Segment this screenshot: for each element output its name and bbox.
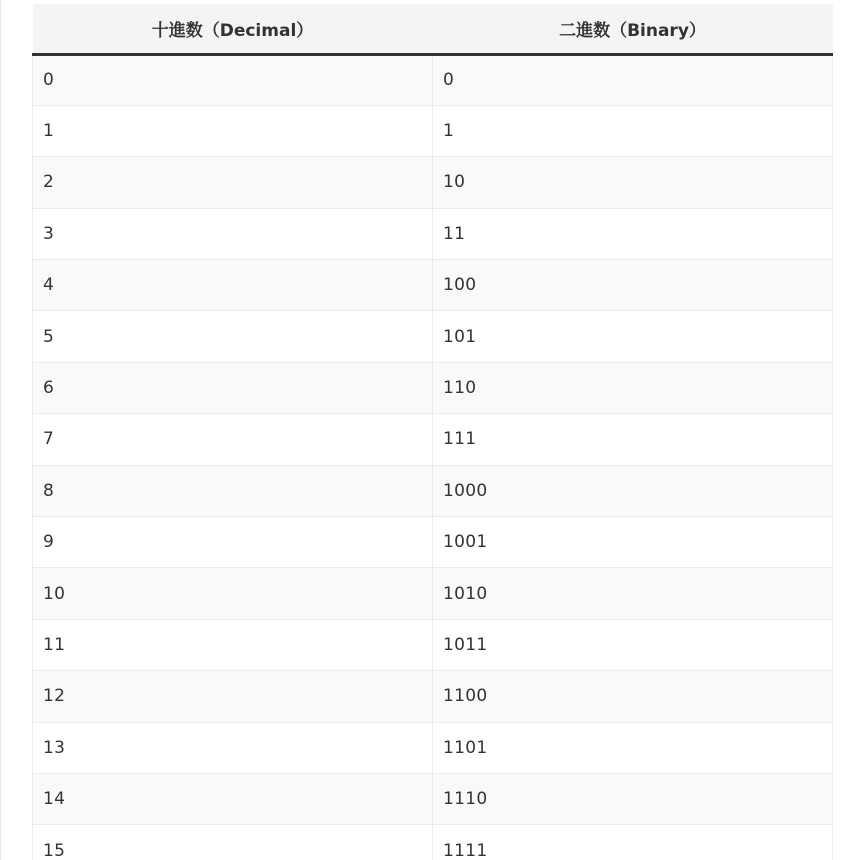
binary-cell: 101 [433, 311, 833, 362]
table-row [33, 157, 833, 208]
table-row [33, 414, 833, 465]
decimal-cell: 11 [33, 619, 433, 670]
binary-cell: 110 [433, 362, 833, 413]
binary-cell: 1000 [433, 465, 833, 516]
decimal-cell: 14 [33, 773, 433, 824]
table-row [33, 260, 833, 311]
decimal-cell: 3 [33, 208, 433, 259]
table-row [33, 619, 833, 670]
binary-cell: 100 [433, 260, 833, 311]
decimal-cell: 5 [33, 311, 433, 362]
binary-cell: 1 [433, 105, 833, 156]
table-header-row [33, 4, 833, 54]
binary-cell: 11 [433, 208, 833, 259]
decimal-binary-table [32, 4, 833, 860]
table-row [33, 671, 833, 722]
table-header [33, 4, 833, 54]
binary-cell: 1101 [433, 722, 833, 773]
binary-cell: 10 [433, 157, 833, 208]
decimal-cell: 9 [33, 517, 433, 568]
binary-cell: 0 [433, 54, 833, 105]
table-row [33, 208, 833, 259]
table-body [33, 54, 833, 860]
table-row [33, 311, 833, 362]
decimal-cell: 13 [33, 722, 433, 773]
decimal-cell: 6 [33, 362, 433, 413]
decimal-cell: 15 [33, 825, 433, 860]
header-decimal: 十進数（Decimal） [33, 4, 433, 54]
decimal-cell: 8 [33, 465, 433, 516]
table-row [33, 825, 833, 860]
binary-cell: 1010 [433, 568, 833, 619]
binary-cell: 1110 [433, 773, 833, 824]
table-row [33, 722, 833, 773]
decimal-cell: 7 [33, 414, 433, 465]
table-row [33, 362, 833, 413]
table-row [33, 105, 833, 156]
header-binary: 二進数（Binary） [433, 4, 833, 54]
table-row [33, 517, 833, 568]
page-left-border [0, 0, 1, 860]
decimal-cell: 4 [33, 260, 433, 311]
decimal-cell: 10 [33, 568, 433, 619]
decimal-cell: 12 [33, 671, 433, 722]
decimal-cell: 1 [33, 105, 433, 156]
table-row [33, 773, 833, 824]
table-row [33, 568, 833, 619]
decimal-cell: 0 [33, 54, 433, 105]
table-row [33, 465, 833, 516]
binary-cell: 1001 [433, 517, 833, 568]
binary-cell: 1100 [433, 671, 833, 722]
table-row [33, 54, 833, 105]
decimal-cell: 2 [33, 157, 433, 208]
binary-cell: 1011 [433, 619, 833, 670]
binary-cell: 111 [433, 414, 833, 465]
binary-cell: 1111 [433, 825, 833, 860]
